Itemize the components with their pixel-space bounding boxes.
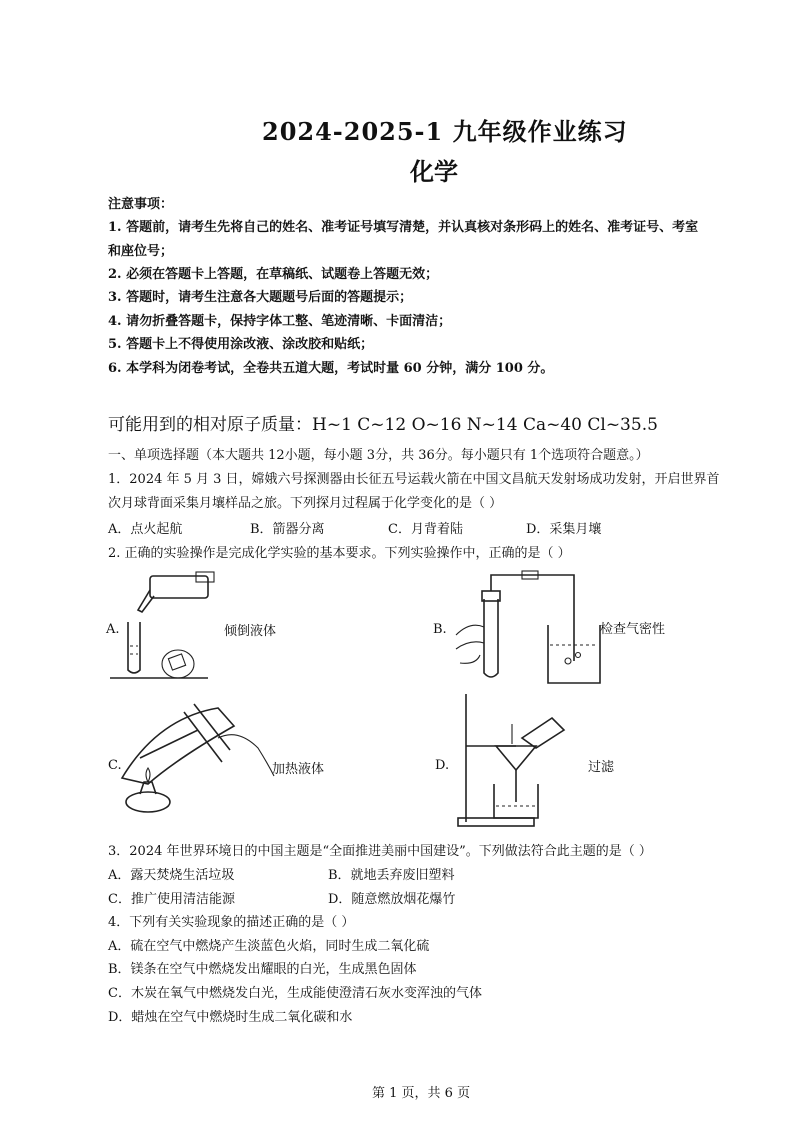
q3-stem: 3．2024 年世界环境日的中国主题是“全面推进美丽中国建设”。下列做法符合此主题的是（ ） [108, 844, 652, 859]
q1-option-c: C．月背着陆 [388, 522, 463, 537]
figure-c-heating-liquid [118, 698, 274, 816]
figure-d-letter: D. [435, 758, 450, 773]
atomic-masses: 可能用到的相对原子质量：H~1 C~12 O~16 N~14 Ca~40 Cl~35.5 [108, 415, 658, 435]
notice-item: 和座位号； [108, 244, 174, 259]
q4-option-c: C．木炭在氧气中燃烧发白光，生成能使澄清石灰水变浑浊的气体 [108, 986, 482, 1001]
notice-item: 3. 答题时，请考生注意各大题题号后面的答题提示； [108, 290, 413, 305]
figure-b-letter: B. [433, 622, 447, 637]
figure-c-label: 加热液体 [272, 762, 325, 777]
q1-option-d: D．采集月壤 [526, 522, 602, 537]
page-number: 第 1 页，共 6 页 [372, 1086, 471, 1101]
notice-item: 4. 请勿折叠答题卡，保持字体工整、笔迹清晰、卡面清洁； [108, 314, 452, 329]
q1-stem-line1: 1．2024 年 5 月 3 日，嫦娥六号探测器由长征五号运载火箭在中国文昌航天发射场成功发射，开启世界首 [108, 472, 720, 487]
q4-option-b: B．镁条在空气中燃烧发出耀眼的白光，生成黑色固体 [108, 962, 417, 977]
notice-item: 2. 必须在答题卡上答题，在草稿纸、试题卷上答题无效； [108, 267, 439, 282]
figure-c-letter: C. [108, 758, 122, 773]
section1-heading: 一、单项选择题（本大题共 12小题，每小题 3分，共 36分。每小题只有 1个选项符合题意。） [108, 448, 649, 463]
q4-option-a: A．硫在空气中燃烧产生淡蓝色火焰，同时生成二氧化硫 [108, 939, 430, 954]
figure-b-airtightness-check [450, 565, 600, 690]
q1-option-b: B．箭器分离 [250, 522, 325, 537]
q3-option-b: B．就地丢弃废旧塑料 [328, 868, 455, 883]
q4-stem: 4．下列有关实验现象的描述正确的是（ ） [108, 915, 355, 930]
notice-item: 6. 本学科为闭卷考试，全卷共五道大题，考试时量 60 分钟，满分 100 分。 [108, 361, 554, 376]
q1-stem-line2: 次月球背面采集月壤样品之旅。下列探月过程属于化学变化的是（ ） [108, 496, 503, 511]
q3-option-c: C．推广使用清洁能源 [108, 892, 235, 907]
q3-option-a: A．露天焚烧生活垃圾 [108, 868, 235, 883]
figure-d-label: 过滤 [588, 760, 615, 775]
figure-a-letter: A. [106, 622, 120, 637]
figure-d-filtration [456, 690, 566, 830]
subject-title: 化学 [410, 157, 458, 186]
q2-stem: 2. 正确的实验操作是完成化学实验的基本要求。下列实验操作中，正确的是（ ） [108, 546, 571, 561]
q4-option-d: D．蜡烛在空气中燃烧时生成二氧化碳和水 [108, 1010, 353, 1025]
figure-a-label: 倾倒液体 [224, 624, 277, 639]
exam-title: 2024-2025-1 九年级作业练习 [262, 117, 628, 146]
figure-b-label: 检查气密性 [600, 622, 666, 637]
q3-option-d: D．随意燃放烟花爆竹 [328, 892, 456, 907]
figure-a-pouring-liquid [104, 570, 224, 690]
q1-option-a: A．点火起航 [108, 522, 183, 537]
notice-item: 5. 答题卡上不得使用涂改液、涂改胶和贴纸； [108, 337, 374, 352]
notice-heading: 注意事项： [108, 197, 174, 212]
notice-item: 1. 答题前，请考生先将自己的姓名、准考证号填写清楚，并认真核对条形码上的姓名、准考证号、考室 [108, 220, 699, 235]
